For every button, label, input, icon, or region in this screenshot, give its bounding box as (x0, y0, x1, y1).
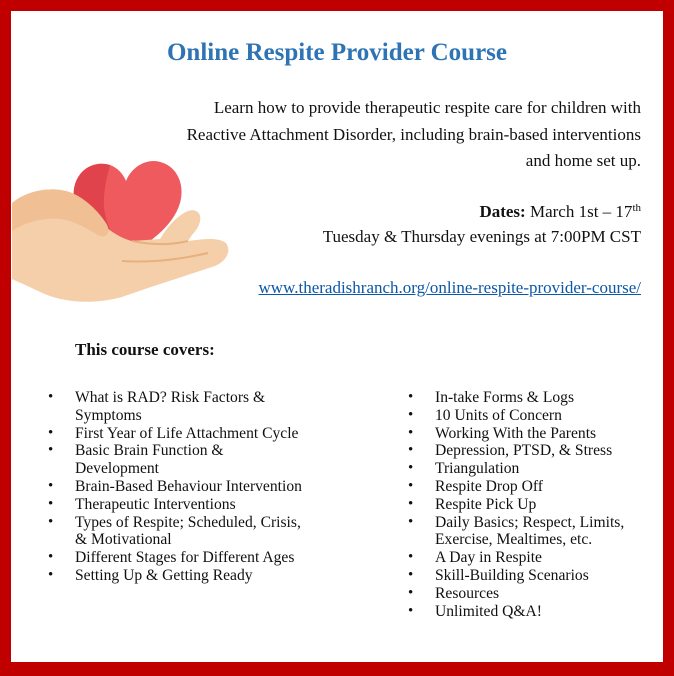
list-item: • Resources (435, 585, 655, 603)
topics-list-left (75, 389, 305, 585)
dates-value: March 1st – 17 (529, 202, 633, 221)
list-item: • First Year of Life Attachment Cycle (75, 425, 305, 443)
flyer-card (11, 11, 663, 662)
list-item: • Triangulation (435, 460, 655, 478)
list-item: • Working With the Parents (435, 425, 655, 443)
list-item: • Basic Brain Function & Development (75, 442, 305, 478)
page-title: Online Respite Provider Course (166, 39, 508, 66)
list-item: • A Day in Respite (435, 549, 655, 567)
list-item: • 10 Units of Concern (435, 407, 655, 425)
list-item: • In-take Forms & Logs (435, 389, 655, 407)
list-item: • Daily Basics; Respect, Limits, Exercise, Mealtimes, etc. (435, 514, 655, 550)
covers-heading: This course covers: (75, 340, 215, 359)
list-item: • What is RAD? Risk Factors & Symptoms (75, 389, 305, 425)
list-item: • Setting Up & Getting Ready (75, 567, 305, 585)
list-item: • Different Stages for Different Ages (75, 549, 305, 567)
list-item: • Respite Pick Up (435, 496, 655, 514)
course-schedule: Tuesday & Thursday evenings at 7:00PM CST (322, 227, 641, 246)
course-description: Learn how to provide therapeutic respite care for children with Reactive Attachment Disorder, including brain-based interventions and home set up. (186, 98, 641, 170)
course-link[interactable]: www.theradishranch.org/online-respite-provider-course/ (258, 278, 641, 297)
dates-label: Dates: (479, 202, 526, 221)
topics-list-right (435, 389, 655, 620)
list-item: • Unlimited Q&A! (435, 603, 655, 621)
list-item: • Brain-Based Behaviour Intervention (75, 478, 305, 496)
list-item: • Therapeutic Interventions (75, 496, 305, 514)
course-dates (479, 202, 641, 222)
list-item: • Types of Respite; Scheduled, Crisis, & Motivational (75, 514, 305, 550)
list-item: • Depression, PTSD, & Stress (435, 442, 655, 460)
dates-suffix: th (632, 202, 641, 214)
list-item: • Skill-Building Scenarios (435, 567, 655, 585)
list-item: • Respite Drop Off (435, 478, 655, 496)
